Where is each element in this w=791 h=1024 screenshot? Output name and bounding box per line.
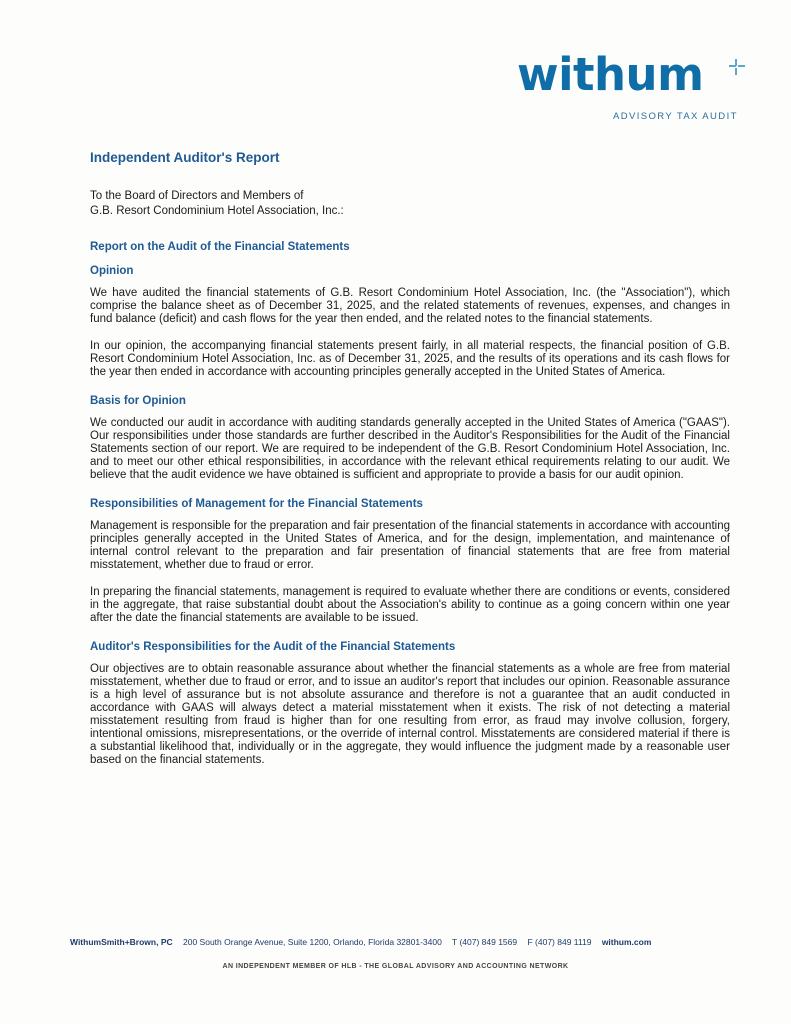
basis-paragraph: We conducted our audit in accordance with auditing standards generally accepted in the United States of America ("GAAS"). Our responsibilities under those standards are further described in the Auditor's Responsibilities for the Audit of the Financial Statements section of our report. We are required to be independent of the G.B. Resort Condominium Hotel Association, Inc. and to meet our other ethical responsibilities, in accordance with the relevant ethical requirements relating to our audit. We believe that the audit evidence we have obtained is sufficient and appropriate to provide a basis for our audit opinion. — [90, 417, 730, 481]
footer-contact — [70, 937, 659, 947]
management-paragraph-1: Management is responsible for the preparation and fair presentation of the financial statements in accordance with accounting principles generally accepted in the United States of America, and for the design, implementation, and maintenance of internal control relevant to the preparation and fair presentation of financial statements that are free from material misstatement, whether due to fraud or error. — [90, 520, 730, 571]
footer-fax: F (407) 849 1119 — [527, 937, 592, 947]
opinion-paragraph-1: We have audited the financial statements of G.B. Resort Condominium Hotel Association, Inc. (the "Association"), which comprise the balance sheet as of December 31, 2025, and the related statements of revenues, expenses, and changes in fund balance (deficit) and cash flows for the year then ended, and the related notes to the financial statements. — [90, 287, 730, 325]
report-body — [90, 150, 730, 767]
addressee-line-2: G.B. Resort Condominium Hotel Association, Inc.: — [90, 205, 344, 217]
report-title: Independent Auditor's Report — [90, 150, 280, 165]
addressee — [90, 189, 730, 219]
footer-website: withum.com — [601, 937, 652, 947]
opinion-heading: Opinion — [90, 265, 134, 277]
footer-phone: T (407) 849 1569 — [452, 937, 518, 947]
management-paragraph-2: In preparing the financial statements, management is required to evaluate whether there are conditions or events, considered in the aggregate, that raise substantial doubt about the Association's ability to continue as a going concern within one year after the date the financial statements are available to be issued. — [90, 586, 730, 624]
section-heading: Report on the Audit of the Financial Statements — [90, 241, 350, 253]
management-heading: Responsibilities of Management for the Financial Statements — [90, 498, 423, 510]
plus-icon — [729, 59, 745, 75]
opinion-paragraph-2: In our opinion, the accompanying financial statements present fairly, in all material respects, the financial position of G.B. Resort Condominium Hotel Association, Inc. as of December 31, 2025, and the results of its operations and its cash flows for the year then ended in accordance with accounting principles generally accepted in the United States of America. — [90, 340, 730, 378]
logo-wordmark: withum — [517, 48, 704, 101]
auditor-paragraph: Our objectives are to obtain reasonable assurance about whether the financial statements as a whole are free from material misstatement, whether due to fraud or error, and to issue an auditor's report that includes our opinion. Reasonable assurance is a high level of assurance but is not absolute assurance and therefore is not a guarantee that an audit conducted in accordance with GAAS will always detect a material misstatement when it exists. The risk of not detecting a material misstatement resulting from fraud is higher than for one resulting from error, as fraud may involve collusion, forgery, intentional omissions, misrepresentations, or the override of internal control. Misstatements are considered material if there is a substantial likelihood that, individually or in the aggregate, they would influence the judgment made by a reasonable user based on the financial statements. — [90, 663, 730, 766]
auditor-heading: Auditor's Responsibilities for the Audit of the Financial Statements — [90, 641, 456, 653]
basis-heading: Basis for Opinion — [90, 395, 186, 407]
footer-firm: WithumSmith+Brown, PC — [70, 937, 173, 947]
addressee-line-1: To the Board of Directors and Members of — [90, 190, 304, 202]
withum-logo — [517, 48, 757, 124]
footer-network: AN INDEPENDENT MEMBER OF HLB - THE GLOBAL ADVISORY AND ACCOUNTING NETWORK — [222, 963, 569, 970]
logo-tagline: ADVISORY TAX AUDIT — [613, 111, 738, 122]
footer-address: 200 South Orange Avenue, Suite 1200, Orlando, Florida 32801-3400 — [183, 937, 442, 947]
